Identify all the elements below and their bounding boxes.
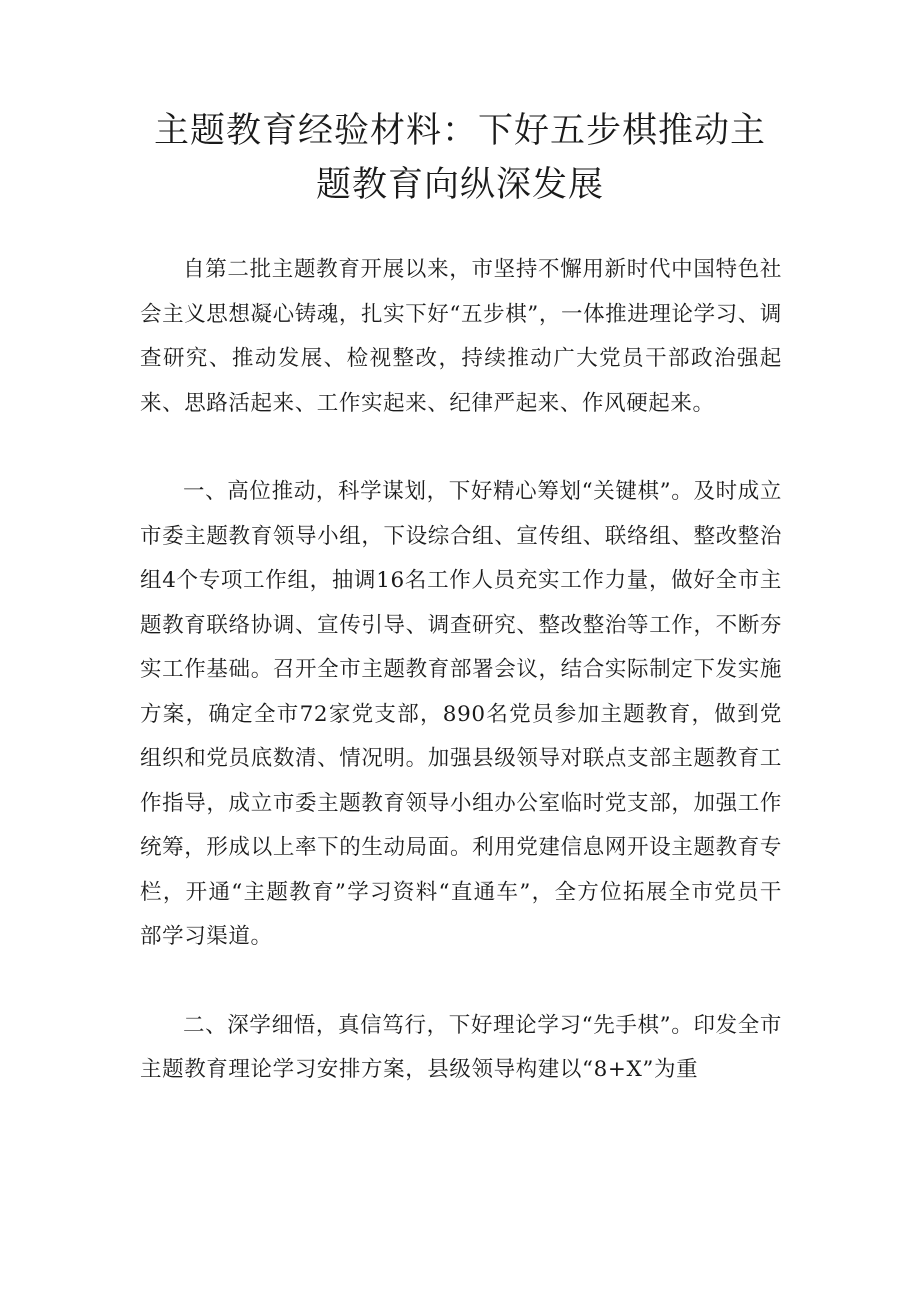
document-body [140, 248, 782, 1137]
paragraph-section-two: 二、深学细悟，真信笃行，下好理论学习“先手棋”。印发全市主题教育理论学习安排方案，县级领导构建以“8+X”为重 [140, 1012, 782, 1082]
document-title: 主题教育经验材料：下好五步棋推动主题教育向纵深发展 [153, 111, 766, 205]
paragraph-intro: 自第二批主题教育开展以来，市坚持不懈用新时代中国特色社会主义思想凝心铸魂，扎实下好“五步棋”，一体推进理论学习、调查研究、推动发展、检视整改，持续推动广大党员干部政治强起来、思路活起来、工作实起来、纪律严起来、作风硬起来。 [140, 257, 782, 416]
paragraph-section-one: 一、高位推动，科学谋划，下好精心筹划“关键棋”。及时成立市委主题教育领导小组，下设综合组、宣传组、联络组、整改整治组4个专项工作组，抽调16名工作人员充实工作力量，做好全市主题教育联络协调、宣传引导、调查研究、整改整治等工作，不断夯实工作基础。召开全市主题教育部署会议，结合实际制定下发实施方案，确定全市72家党支部，890名党员参加主题教育，做到党组织和党员底数清、情况明。加强县级领导对联点支部主题教育工作指导，成立市委主题教育领导小组办公室临时党支部，加强工作统筹，形成以上率下的生动局面。利用党建信息网开设主题教育专栏，开通“主题教育”学习资料“直通车”，全方位拓展全市党员干部学习渠道。 [140, 479, 782, 949]
